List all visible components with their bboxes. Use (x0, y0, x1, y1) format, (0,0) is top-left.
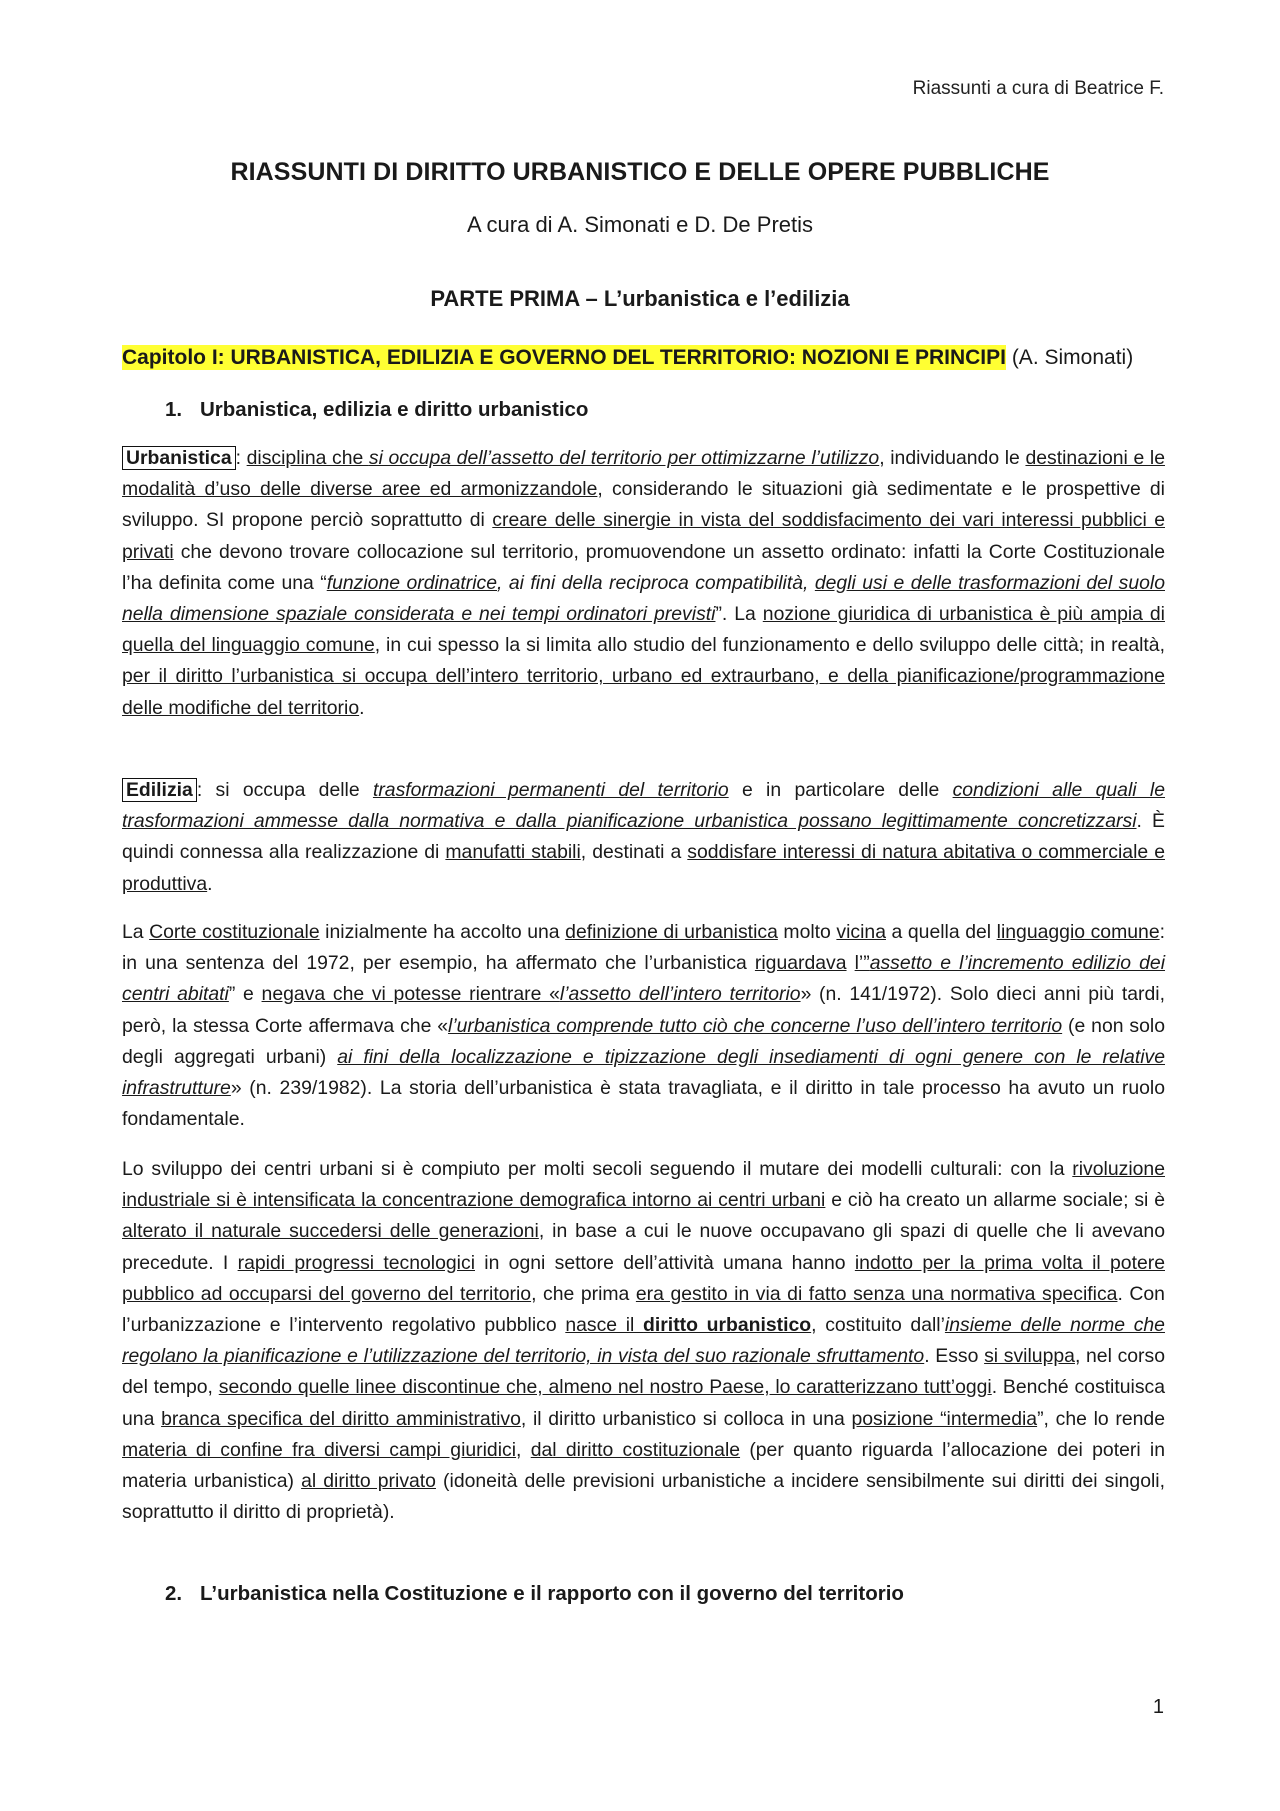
chapter-heading (122, 346, 1165, 370)
paragraph-corte-costituzionale: La Corte costituzionale inizialmente ha accolto una definizione di urbanistica molto vicina a quella del linguaggio comune: in una sentenza del 1972, per esempio, ha affermato che l’urbanistica riguardava l’”assetto e l’incremento edilizio dei centri abitati” e negava che vi potesse rientrare «l’assetto dell’intero territorio» (n. 141/1972). Solo dieci anni più tardi, però, la stessa Corte affermava che «l’urbanistica comprende tutto ciò che concerne l’uso dell’intero territorio (e non solo degli aggregati urbani) ai fini della localizzazione e tipizzazione degli insediamenti di ogni genere con le relative infrastrutture» (n. 239/1982). La storia dell’urbanistica è stata travagliata, e il diritto in tale processo ha avuto un ruolo fondamentale. (122, 921, 1166, 1131)
chapter-title-highlight: Capitolo I: URBANISTICA, EDILIZIA E GOVERNO DEL TERRITORIO: NOZIONI E PRINCIPI (122, 346, 1006, 369)
paragraph-urbanistica: Urbanistica : disciplina che si occupa dell’assetto del territorio per ottimizzarne l’utilizzo, individuando le destinazioni e le modalità d’uso delle diverse aree ed armonizzandole, considerando le situazioni già sedimentate e le prospettive di sviluppo. SI propone perciò soprattutto di creare delle sinergie in vista del soddisfacimento dei vari interessi pubblici e privati che devono trovare collocazione sul territorio, promuovendone un assetto ordinato: infatti la Corte Costituzionale l’ha definita come una “funzione ordinatrice, ai fini della reciproca compatibilità, degli usi e delle trasformazioni del suolo nella dimensione spaziale considerata e nei tempi ordinatori previsti”. La nozione giuridica di urbanistica è più ampia di quella del linguaggio comune, in cui spesso la si limita allo studio del funzionamento e dello sviluppo delle città; in realtà, per il diritto l’urbanistica si occupa dell’intero territorio, urbano ed extraurbano, e della pianificazione/programmazione delle modifiche del territorio. (122, 447, 1165, 719)
term-diritto-urbanistico: diritto urbanistico (643, 1314, 812, 1337)
section-title: L’urbanistica nella Costituzione e il rapporto con il governo del territorio (200, 1582, 904, 1605)
paragraph-edilizia: Edilizia : si occupa delle trasformazioni permanenti del territorio e in particolare delle condizioni alle quali le trasformazioni ammesse dalla normativa e dalla pianificazione urbanistica possano legittimamente concretizzarsi. È quindi connessa alla realizzazione di manufatti stabili, destinati a soddisfare interessi di natura abitativa o commerciale e produttiva. (122, 779, 1165, 895)
section-heading-1 (165, 398, 588, 422)
section-title: Urbanistica, edilizia e diritto urbanistico (200, 398, 589, 421)
chapter-author: (A. Simonati) (1005, 346, 1134, 369)
term-urbanistica: Urbanistica (122, 446, 236, 470)
paragraph-sviluppo-centri-urbani: Lo sviluppo dei centri urbani si è compiuto per molti secoli seguendo il mutare dei modelli culturali: con la rivoluzione industriale si è intensificata la concentrazione demografica intorno ai centri urbani e ciò ha creato un allarme sociale; si è alterato il naturale succedersi delle generazioni, in base a cui le nuove occupavano gli spazi di quelle che li avevano precedute. I rapidi progressi tecnologici in ogni settore dell’attività umana hanno indotto per la prima volta il potere pubblico ad occuparsi del governo del territorio, che prima era gestito in via di fatto senza una normativa specifica. Con l’urbanizzazione e l’intervento regolativo pubblico nasce il diritto urbanistico, costituito dall’insieme delle norme che regolano la pianificazione e l’utilizzazione del territorio, in vista del suo razionale sfruttamento. Esso si sviluppa, nel corso del tempo, secondo quelle linee discontinue che, almeno nel nostro Paese, lo caratterizzano tutt’oggi. Benché costituisca una branca specifica del diritto amministrativo, il diritto urbanistico si colloca in una posizione “intermedia”, che lo rende materia di confine fra diversi campi giuridici, dal diritto costituzionale (per quanto riguarda l’allocazione dei poteri in materia urbanistica) al diritto privato (idoneità delle previsioni urbanistiche a incidere sensibilmente sui diritti dei singoli, soprattutto il diritto di proprietà). (122, 1158, 1166, 1524)
document-subtitle: A cura di A. Simonati e D. De Pretis (466, 212, 814, 237)
section-heading-2 (165, 1582, 904, 1606)
document-title: RIASSUNTI DI DIRITTO URBANISTICO E DELLE OPERE PUBBLICHE (230, 158, 1050, 186)
section-number: 2. (165, 1582, 183, 1605)
term-edilizia: Edilizia (122, 778, 197, 802)
part-heading: PARTE PRIMA – L’urbanistica e l’edilizia (430, 286, 850, 311)
section-number: 1. (165, 398, 183, 421)
page-number: 1 (1152, 1696, 1164, 1718)
running-header: Riassunti a cura di Beatrice F. (912, 78, 1164, 99)
